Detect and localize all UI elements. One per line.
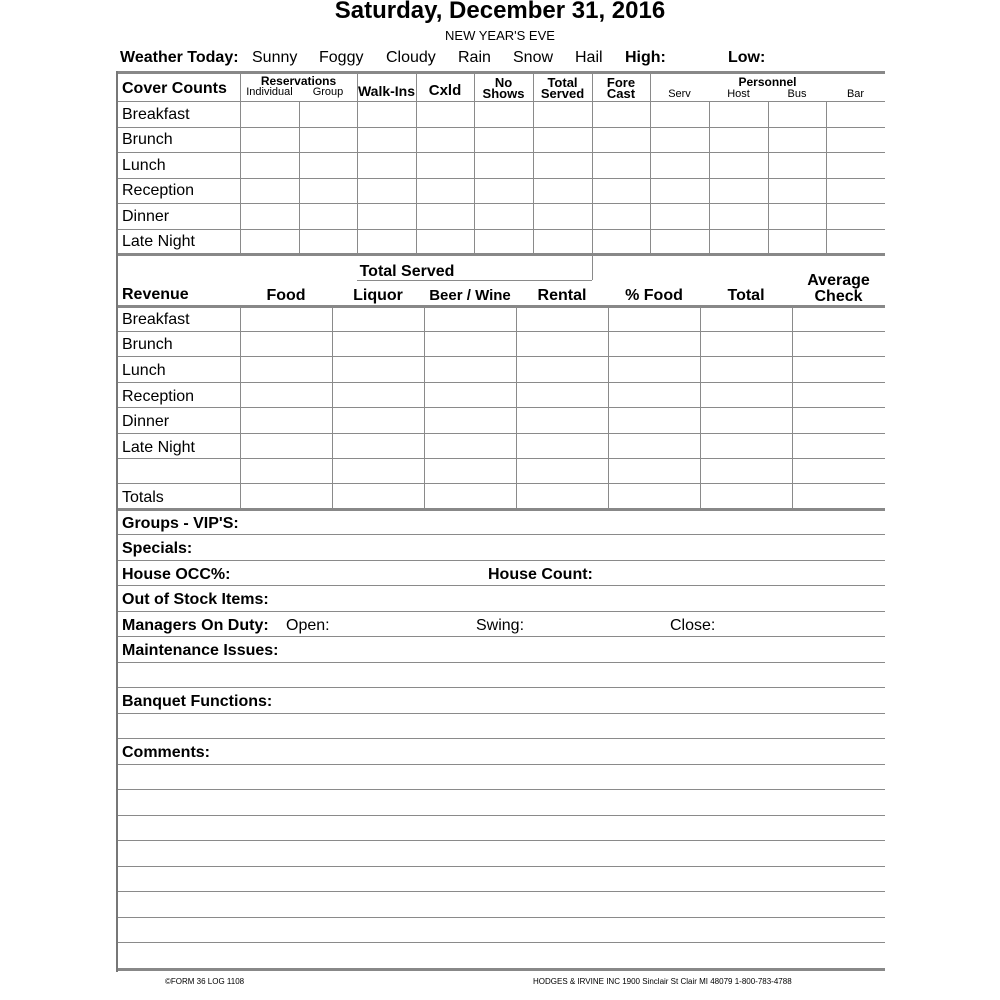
rule xyxy=(118,382,885,383)
no-shows-header-line2: Shows xyxy=(482,86,525,101)
total-served-header-line2: Served xyxy=(540,86,585,101)
revenue-row-lunch: Lunch xyxy=(122,362,166,379)
pct-food-header: % Food xyxy=(625,287,683,304)
rule xyxy=(118,891,885,892)
rule xyxy=(118,662,885,663)
rule xyxy=(118,178,885,179)
rule xyxy=(118,866,885,867)
rule xyxy=(118,407,885,408)
revenue-bottom-rule xyxy=(118,508,885,511)
cover-row-brunch: Brunch xyxy=(122,131,173,148)
weather-option-snow[interactable]: Snow xyxy=(513,49,554,66)
house-occ-label: House OCC%: xyxy=(122,566,231,583)
rule xyxy=(118,687,885,688)
weather-option-sunny[interactable]: Sunny xyxy=(252,49,298,66)
rule xyxy=(118,229,885,230)
revenue-title: Revenue xyxy=(122,286,189,303)
no-shows-header-line1: No xyxy=(494,75,513,90)
weather-label: Weather Today: xyxy=(120,49,239,66)
food-header: Food xyxy=(266,287,306,304)
table-top-rule xyxy=(118,71,885,74)
revenue-row-reception: Reception xyxy=(122,388,195,405)
cover-row-lunch: Lunch xyxy=(122,157,166,174)
maintenance-issues-label: Maintenance Issues: xyxy=(122,642,279,659)
weather-option-cloudy[interactable]: Cloudy xyxy=(386,49,436,66)
group-header: Group xyxy=(312,86,344,98)
cover-counts-title: Cover Counts xyxy=(122,80,227,97)
column-divider xyxy=(533,73,534,253)
rule xyxy=(118,331,885,332)
weather-option-rain[interactable]: Rain xyxy=(458,49,491,66)
cxld-header: Cxld xyxy=(428,82,462,99)
out-of-stock-label: Out of Stock Items: xyxy=(122,591,269,608)
column-divider xyxy=(516,307,517,508)
weather-option-foggy[interactable]: Foggy xyxy=(319,49,364,66)
column-divider xyxy=(357,73,358,253)
rule xyxy=(118,101,885,102)
revenue-header-rule xyxy=(118,305,885,308)
managers-on-duty-label: Managers On Duty: xyxy=(122,617,269,634)
revenue-row-totals: Totals xyxy=(122,489,164,506)
column-divider xyxy=(299,101,300,253)
column-divider xyxy=(240,307,241,508)
form-number: ©FORM 36 LOG 1108 xyxy=(165,977,245,986)
banquet-functions-label: Banquet Functions: xyxy=(122,693,273,710)
groups-vips-label: Groups - VIP'S: xyxy=(122,515,239,532)
column-divider xyxy=(416,73,417,253)
beer-wine-header: Beer / Wine xyxy=(429,287,511,304)
rule xyxy=(118,356,885,357)
rule xyxy=(118,585,885,586)
rule xyxy=(118,127,885,128)
total-served-box-bottom xyxy=(357,280,592,281)
managers-open-label: Open: xyxy=(286,617,330,634)
managers-close-label: Close: xyxy=(670,617,716,634)
cover-row-late-night: Late Night xyxy=(122,233,195,250)
rule xyxy=(118,815,885,816)
bus-header: Bus xyxy=(787,88,807,100)
column-divider xyxy=(826,101,827,253)
total-header: Total xyxy=(727,287,765,304)
total-served-box-edge xyxy=(592,255,593,280)
company-info: HODGES & IRVINE INC 1900 Sinclair St Clair MI 48079 1-800-783-4788 xyxy=(533,977,792,986)
rule xyxy=(118,917,885,918)
total-served-header-line1: Total xyxy=(547,75,578,90)
cover-row-dinner: Dinner xyxy=(122,208,170,225)
reservations-header: Reservations xyxy=(260,74,337,88)
column-divider xyxy=(768,101,769,253)
rule xyxy=(118,203,885,204)
rule xyxy=(118,560,885,561)
rule xyxy=(118,611,885,612)
forecast-header-line1: Fore xyxy=(606,75,636,90)
rule xyxy=(118,840,885,841)
liquor-header: Liquor xyxy=(353,287,403,304)
forecast-header-line2: Cast xyxy=(606,86,636,101)
house-count-label: House Count: xyxy=(488,566,593,583)
rule xyxy=(118,789,885,790)
average-check-header-line2: Check xyxy=(814,288,863,305)
individual-header: Individual xyxy=(246,86,293,98)
rule xyxy=(118,738,885,739)
rule xyxy=(118,764,885,765)
page-title: Saturday, December 31, 2016 xyxy=(334,0,666,24)
column-divider xyxy=(792,307,793,508)
revenue-row-late-night: Late Night xyxy=(122,439,195,456)
column-divider xyxy=(608,307,609,508)
column-divider xyxy=(700,307,701,508)
average-check-header-line1: Average xyxy=(807,272,870,289)
form-bottom-rule xyxy=(118,968,885,971)
comments-label: Comments: xyxy=(122,744,211,761)
weather-high-label: High: xyxy=(625,49,666,66)
specials-label: Specials: xyxy=(122,540,193,557)
column-divider xyxy=(240,73,241,253)
page-subtitle: NEW YEAR'S EVE xyxy=(445,28,555,43)
weather-option-hail[interactable]: Hail xyxy=(575,49,603,66)
cover-table-bottom-rule xyxy=(118,253,885,256)
weather-low-label: Low: xyxy=(728,49,766,66)
rule xyxy=(118,713,885,714)
column-divider xyxy=(424,307,425,508)
rule xyxy=(118,458,885,459)
serv-header: Serv xyxy=(668,88,691,100)
column-divider xyxy=(650,73,651,253)
bar-header: Bar xyxy=(846,88,865,100)
rule xyxy=(118,433,885,434)
rental-header: Rental xyxy=(537,287,587,304)
rule xyxy=(118,534,885,535)
column-divider xyxy=(592,73,593,253)
cover-row-reception: Reception xyxy=(122,182,195,199)
managers-swing-label: Swing: xyxy=(476,617,525,634)
rule xyxy=(118,152,885,153)
cover-row-breakfast: Breakfast xyxy=(122,106,190,123)
revenue-row-dinner: Dinner xyxy=(122,413,170,430)
personnel-header: Personnel xyxy=(738,75,797,89)
total-served-header: Total Served xyxy=(359,263,455,280)
rule xyxy=(118,636,885,637)
daily-log-form xyxy=(116,71,885,972)
host-header: Host xyxy=(727,88,750,100)
rule xyxy=(118,483,885,484)
column-divider xyxy=(332,307,333,508)
column-divider xyxy=(709,101,710,253)
rule xyxy=(118,942,885,943)
revenue-row-brunch: Brunch xyxy=(122,336,173,353)
walkins-header: Walk-Ins xyxy=(357,83,416,99)
column-divider xyxy=(474,73,475,253)
revenue-row-breakfast: Breakfast xyxy=(122,311,190,328)
